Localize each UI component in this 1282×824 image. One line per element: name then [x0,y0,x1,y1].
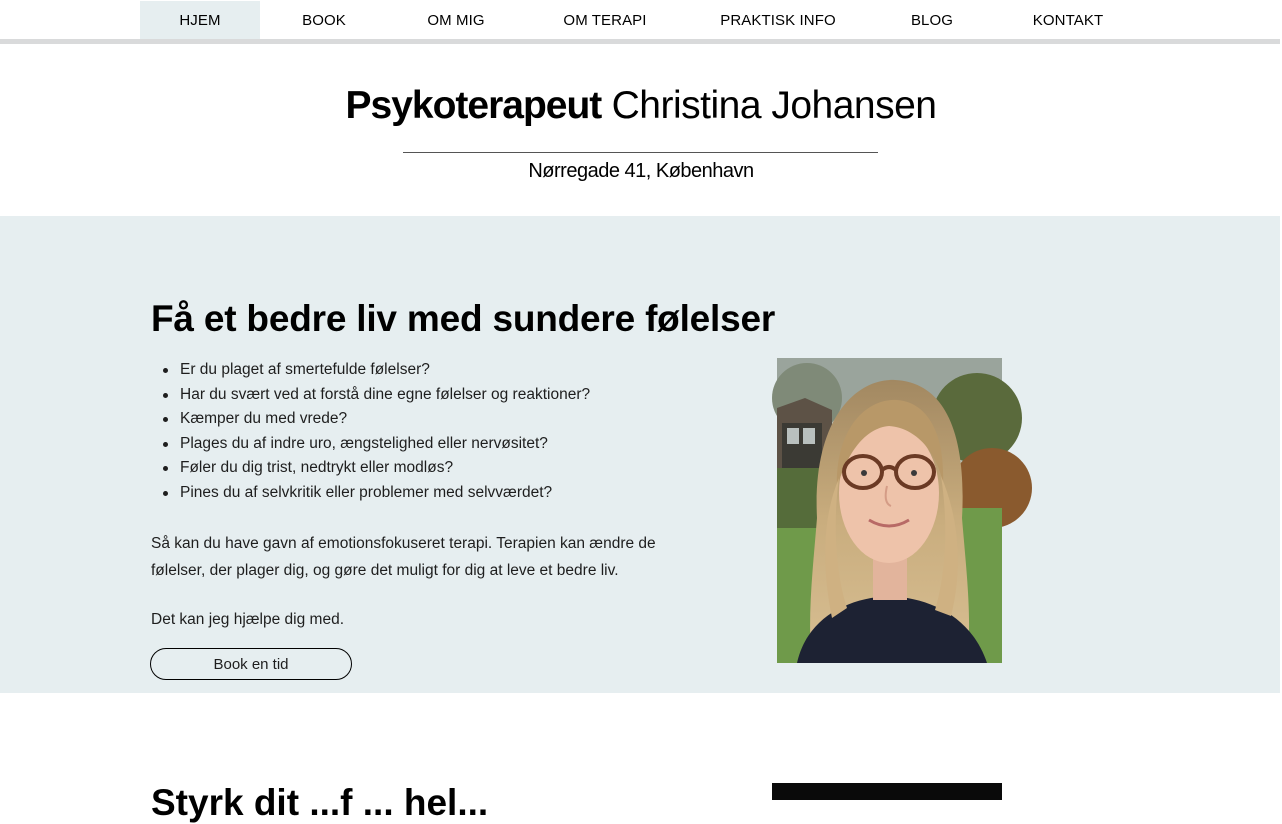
header-divider [403,152,878,153]
nav-item-om-terapi[interactable]: OM TERAPI [563,11,647,29]
hero-bullet-list [151,358,711,505]
site-title-bold: Psykoterapeut [345,84,602,127]
nav-item-hjem[interactable]: HJEM [140,1,260,39]
hero-paragraph-help: Det kan jeg hjælpe dig med. [151,611,345,628]
nav-item-om-mig[interactable]: OM MIG [427,11,485,29]
nav-item-kontakt[interactable]: KONTAKT [1032,11,1104,29]
next-section-title: Styrk dit ...f ... hel... [151,782,489,823]
hero-title: Få et bedre liv med sundere følelser [151,298,776,339]
portrait-illustration [777,358,1002,663]
list-item: Har du svært ved at forstå dine egne følelser og reaktioner? [151,383,711,408]
list-item: Kæmper du med vrede? [151,407,711,432]
nav-item-blog[interactable]: BLOG [910,11,954,29]
top-navigation [0,0,1280,44]
list-item: Plages du af indre uro, ængstelighed eller nervøsitet? [151,432,711,457]
nav-item-book[interactable]: BOOK [302,11,346,29]
site-title [0,84,1282,128]
book-appointment-button[interactable]: Book en tid [150,648,352,680]
next-section-image [772,783,1002,800]
list-item: Pines du af selvkritik eller problemer med selvværdet? [151,481,711,506]
nav-divider-bar [0,39,1280,44]
therapist-portrait-image [777,358,1002,663]
hero-paragraph: Så kan du have gavn af emotionsfokuseret terapi. Terapien kan ændre de følelser, der plager dig, og gøre det muligt for dig at leve et bedre liv. [151,535,656,579]
list-item: Føler du dig trist, nedtrykt eller modløs? [151,456,711,481]
list-item: Er du plaget af smertefulde følelser? [151,358,711,383]
site-title-name: Christina Johansen [601,84,937,127]
nav-menu [140,1,1142,39]
nav-item-praktisk-info[interactable]: PRAKTISK INFO [720,11,836,29]
address-text: Nørregade 41, København [528,160,754,182]
